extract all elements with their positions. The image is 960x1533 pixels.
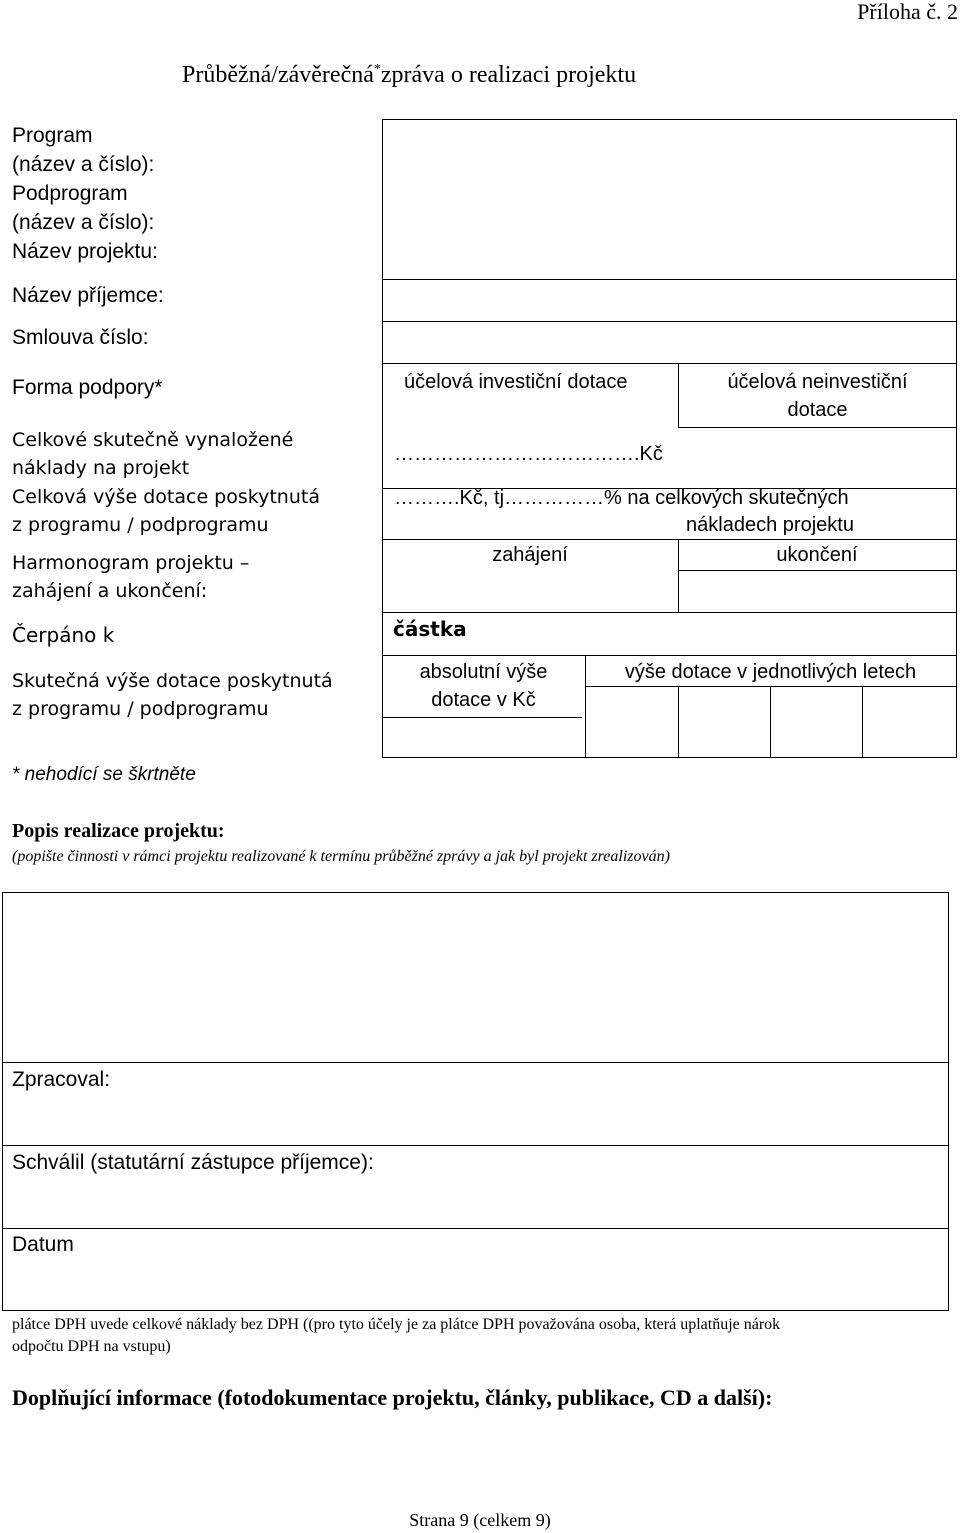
amount-label: částka	[393, 617, 467, 641]
additional-info-title: Doplňující informace (fotodokumentace projektu, články, publikace, CD a další):	[12, 1385, 773, 1410]
noninvestment-option[interactable]: účelová neinvestiční dotace	[727, 371, 908, 421]
description-hint: (popište činnosti v rámci projektu realizované k termínu průběžné zprávy a jak byl projekt zrealizován)	[12, 848, 670, 865]
support-form-label: Forma podpory*	[12, 376, 163, 399]
vat-note: plátce DPH uvede celkové náklady bez DPH ((pro tyto účely je za plátce DPH považována osoba, která uplatňuje nárok odpočtu DPH na vstupu)	[12, 1316, 781, 1355]
footnote: * nehodící se škrtněte	[12, 764, 196, 785]
schedule-label: Harmonogram projektu – zahájení a ukončení:	[12, 552, 250, 602]
recipient-label: Název příjemce:	[12, 284, 164, 307]
total-costs-label: Celkové skutečně vynaložené náklady na projekt	[12, 429, 294, 479]
yearly-amount-label: výše dotace v jednotlivých letech	[624, 661, 917, 683]
subsidy-amount-field[interactable]: ……….Kč, tj……………% na celkových skutečných	[394, 487, 849, 509]
contract-label: Smlouva číslo:	[12, 326, 149, 349]
date-label: Datum	[12, 1233, 74, 1256]
description-title: Popis realizace projektu:	[12, 820, 225, 842]
title-star: *	[373, 62, 381, 77]
end-label: ukončení	[776, 544, 858, 566]
total-subsidy-label: Celková výše dotace poskytnutá z programu / podprogramu	[12, 486, 320, 536]
total-costs-field[interactable]: ……………………………….Kč	[394, 443, 663, 465]
page-title	[182, 54, 636, 91]
program-label: Program (název a číslo): Podprogram (název a číslo): Název projektu:	[12, 124, 158, 263]
attachment-label: Příloha č. 2	[857, 0, 958, 24]
page-number: Strana 9 (celkem 9)	[409, 1510, 551, 1530]
subsidy-percent-note: nákladech projektu	[686, 514, 854, 536]
approved-by-label: Schválil (statutární zástupce příjemce):	[12, 1151, 374, 1174]
start-date-field[interactable]	[382, 571, 678, 611]
title-part1: Průběžná/závěrečná	[182, 62, 374, 88]
actual-subsidy-label: Skutečná výše dotace poskytnutá z programu / podprogramu	[12, 670, 333, 720]
drawn-label: Čerpáno k	[12, 623, 115, 647]
end-date-field[interactable]	[678, 571, 956, 611]
description-field[interactable]	[3, 893, 947, 1061]
start-label: zahájení	[492, 544, 568, 566]
title-part2: zpráva o realizaci projektu	[380, 62, 637, 88]
prepared-by-label: Zpracoval:	[12, 1068, 111, 1091]
investment-option[interactable]: účelová investiční dotace	[404, 371, 628, 393]
absolute-amount-label: absolutní výše dotace v Kč	[419, 661, 548, 711]
